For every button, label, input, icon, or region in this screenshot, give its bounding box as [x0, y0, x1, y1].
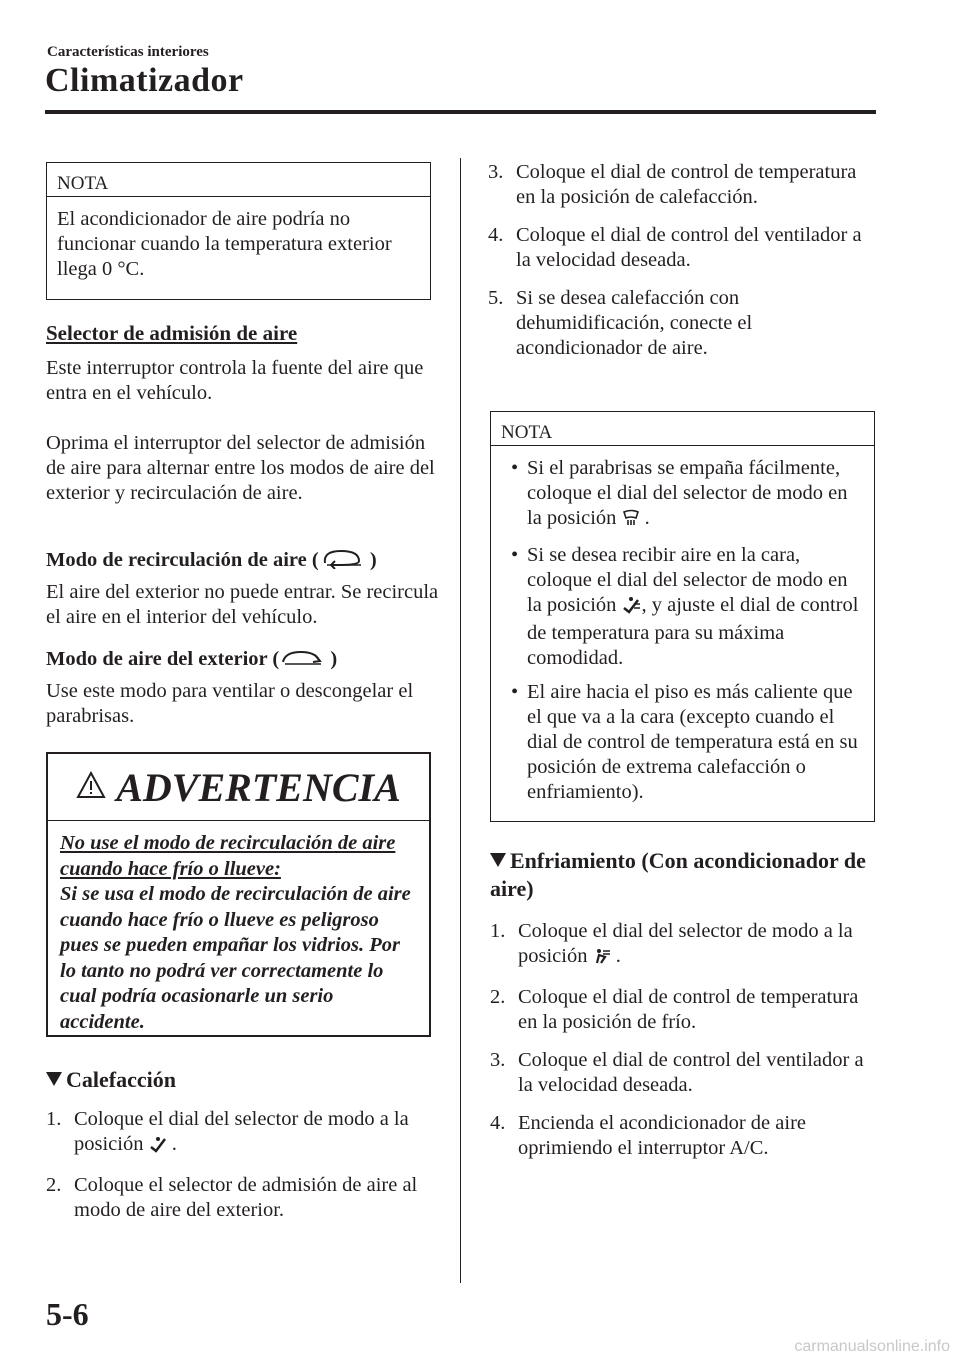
note-item-text: El aire hacia el piso es más caliente que el que va a la cara (excepto cuando el dial de control de temperatura está en su posición de extrema calefacción o enfriamiento).: [527, 681, 858, 803]
outside-mode-heading: [46, 646, 337, 674]
bullet: •: [511, 457, 519, 479]
step-text: Coloque el selector de admisión de aire al modo de aire del exterior.: [74, 1174, 418, 1221]
watermark: carmanualsonline.info: [794, 1338, 950, 1355]
outside-mode-label: Modo de aire del exterior (: [46, 648, 280, 670]
note-text: El acondicionador de aire podría no funcionar cuando la temperatura exterior llega 0 °C.: [57, 208, 392, 280]
section-label: Características interiores: [47, 44, 209, 60]
list-item: [490, 985, 870, 1035]
warning-header: [48, 754, 429, 821]
step-number: 2.: [490, 986, 506, 1008]
page-number: 5-6: [46, 1296, 89, 1332]
title-rule: [45, 110, 876, 114]
list-item: [501, 680, 864, 805]
note-item-after: , y ajuste el dial de control de temperatura para su máxima comodidad.: [527, 594, 859, 669]
note-item-text: Si se desea recibir aire en la cara, coloque el dial del selector de modo en la posición: [527, 544, 848, 616]
step-text: Coloque el dial de control de temperatura en la posición de frío.: [518, 986, 859, 1033]
heating-steps-left: [46, 1107, 438, 1236]
list-item: [490, 919, 870, 972]
section-triangle-icon: [46, 1072, 62, 1086]
section-triangle-icon: [490, 853, 506, 867]
warning-triangle-icon: [76, 771, 106, 804]
step-number: 3.: [490, 1049, 506, 1071]
step-after: .: [615, 945, 621, 967]
step-number: 4.: [488, 224, 504, 246]
recirc-mode-close: ): [369, 549, 377, 571]
intake-heading: Selector de admisión de aire: [46, 321, 298, 345]
heating-heading: [46, 1066, 176, 1094]
intake-paragraph-2: Oprima el interruptor del selector de admisión de aire para alternar entre los modos de aire del exterior y recirculación de aire.: [46, 432, 435, 504]
step-text: Encienda el acondicionador de aire oprimiendo el interruptor A/C.: [518, 1112, 806, 1159]
step-number: 1.: [490, 920, 506, 942]
mode-floor-icon: [149, 1135, 167, 1160]
heating-heading-text: Calefacción: [66, 1067, 176, 1092]
list-item: [490, 1048, 870, 1098]
step-text: Coloque el dial de control del ventilador a la velocidad deseada.: [518, 1049, 864, 1096]
bullet: •: [511, 544, 519, 566]
step-text: Coloque el dial del selector de modo a la posición: [518, 920, 853, 967]
page-title: Climatizador: [45, 62, 244, 99]
warning-body: [48, 821, 429, 1045]
note-body: [491, 446, 874, 815]
note-item-text: Si el parabrisas se empaña fácilmente, coloque el dial del selector de modo en la posición: [527, 457, 848, 529]
note-label: NOTA: [47, 163, 430, 197]
recirc-mode-label: Modo de recirculación de aire (: [46, 549, 319, 571]
warning-title: ADVERTENCIA: [116, 764, 401, 810]
note-list: [501, 456, 864, 805]
step-number: 1.: [46, 1108, 62, 1130]
list-item: [490, 1111, 870, 1161]
step-after: .: [171, 1133, 177, 1155]
step-text: Coloque el dial de control de temperatura en la posición de calefacción.: [516, 161, 857, 208]
step-number: 4.: [490, 1112, 506, 1134]
mode-defrost-icon: [622, 509, 640, 534]
outside-mode-text: Use este modo para ventilar o descongelar el parabrisas.: [46, 680, 414, 727]
list-item: [488, 160, 868, 210]
step-number: 3.: [488, 161, 504, 183]
warning-text: Si se usa el modo de recirculación de aire cuando hace frío o llueve es peligroso pues se pueden empañar los vidrios. Por lo tanto no podrá ver correctamente lo cual podría ocasionarle un serio accidente.: [60, 883, 411, 1033]
step-number: 5.: [488, 287, 504, 309]
note-box-2: [490, 411, 875, 822]
recirc-mode-heading: [46, 547, 377, 575]
mode-bilevel-icon: [622, 596, 642, 621]
step-text: Coloque el dial del selector de modo a la posición: [74, 1108, 409, 1155]
list-item: [46, 1173, 438, 1223]
warning-box: [46, 752, 431, 1037]
bullet: •: [511, 681, 519, 703]
list-item: [488, 286, 868, 361]
cooling-heading: [490, 847, 870, 903]
outside-mode-close: ): [330, 648, 338, 670]
list-item: [501, 543, 864, 671]
column-divider: [460, 158, 461, 1283]
step-text: Coloque el dial de control del ventilador a la velocidad deseada.: [516, 224, 862, 271]
step-number: 2.: [46, 1174, 62, 1196]
note-box: [46, 162, 431, 300]
recirc-mode-text: El aire del exterior no puede entrar. Se recircula el aire en el interior del vehículo.: [46, 581, 439, 628]
intake-paragraph-1: Este interruptor controla la fuente del aire que entra en el vehículo.: [46, 357, 424, 404]
cooling-steps: [490, 919, 870, 1174]
heating-steps-right: [488, 160, 868, 374]
outside-air-icon: [279, 646, 325, 674]
list-item: [488, 223, 868, 273]
warning-underlined: No use el modo de recirculación de aire cuando hace frío o llueve:: [60, 832, 396, 880]
step-text: Si se desea calefacción con dehumidificación, conecte el acondicionador de aire.: [516, 287, 753, 359]
mode-face-icon: [593, 947, 611, 972]
cooling-heading-text: Enfriamiento (Con acondicionador de aire): [490, 848, 866, 901]
list-item: [501, 456, 864, 534]
recirculation-icon: [319, 547, 365, 575]
note-item-after: .: [644, 507, 650, 529]
list-item: [46, 1107, 438, 1160]
note-label: NOTA: [491, 412, 874, 446]
